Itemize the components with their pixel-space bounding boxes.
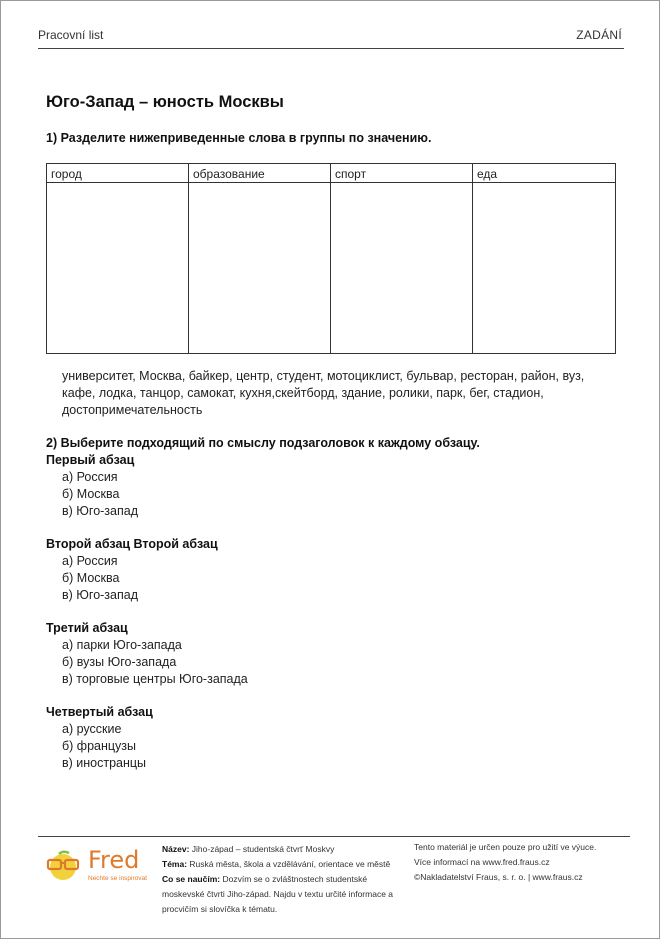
legal-line-2: Více informací na www.fred.fraus.cz [414, 857, 550, 867]
word-bank: университет, Москва, байкер, центр, студент, мотоциклист, бульвар, ресторан, район, вуз, кафе, лодка, танцор, самокат, кухня,скейтборд, здание, ролики, парк, бег, стадион, достопримечательность [62, 369, 585, 417]
nazev-value: Jiho-západ – studentská čtvrť Moskvy [191, 844, 335, 854]
footer-nazev [162, 842, 402, 857]
answer-cell-obrazovanie[interactable] [189, 183, 331, 353]
nazev-label: Název: [162, 844, 190, 854]
footer-info [162, 842, 402, 917]
answer-option[interactable]: в) торговые центры Юго-запада [62, 672, 248, 686]
logo-tagline: Nechte se inspirovat [88, 875, 147, 882]
answer-cell-gorod[interactable] [47, 183, 189, 353]
answer-cell-eda[interactable] [473, 183, 615, 353]
logo-brand: Fred [88, 846, 140, 874]
page-title: Юго-Запад – юность Москвы [46, 93, 284, 111]
paragraph-heading: Третий абзац [46, 621, 128, 635]
answer-option[interactable]: б) Москва [62, 487, 120, 501]
header-section-label: ZADÁNÍ [576, 28, 622, 42]
answer-option[interactable]: б) вузы Юго-запада [62, 655, 177, 669]
naucim-value: Dozvím se o zvláštnostech studentské moskevské čtvrti Jiho-západ. Najdu v textu určité informace a procvičím si slovíčka k tématu. [162, 874, 394, 914]
answer-option[interactable]: в) Юго-запад [62, 504, 139, 518]
paragraph-question-4 [46, 704, 153, 772]
paragraph-heading: Второй абзац Второй абзац [46, 537, 218, 551]
tema-value: Ruská města, škola a vzdělávání, orientace ve městě [189, 859, 391, 869]
column-header-eda: еда [473, 164, 615, 183]
paragraph-heading: Четвертый абзац [46, 705, 153, 719]
footer-legal [414, 840, 634, 885]
answer-option[interactable]: а) Россия [62, 470, 118, 484]
legal-line-3: ©Nakladatelství Fraus, s. r. o. | www.fraus.cz [414, 872, 583, 882]
column-header-gorod: город [47, 164, 189, 183]
paragraph-question-2 [46, 536, 218, 604]
column-header-obrazovanie: образование [189, 164, 331, 183]
fred-logo [45, 846, 155, 886]
answer-option[interactable]: а) русские [62, 722, 122, 736]
paragraph-heading: Первый абзац [46, 453, 135, 467]
column-header-sport: спорт [331, 164, 473, 183]
answer-option[interactable]: в) иностранцы [62, 756, 147, 770]
answer-option[interactable]: а) парки Юго-запада [62, 638, 182, 652]
footer-naucim [162, 872, 402, 917]
paragraph-question-3 [46, 620, 248, 688]
answer-option[interactable]: а) Россия [62, 554, 118, 568]
naucim-label: Co se naučím: [162, 874, 221, 884]
fred-glasses-icon [45, 850, 81, 880]
header-divider [38, 48, 624, 49]
footer-divider [38, 836, 630, 837]
task2-prompt: 2) Выберите подходящий по смыслу подзаголовок к каждому обзацу. [46, 436, 480, 450]
answer-option[interactable]: в) Юго-запад [62, 588, 139, 602]
sorting-table [46, 163, 616, 354]
task1-prompt: 1) Разделите нижеприведенные слова в группы по значению. [46, 131, 432, 145]
answer-option[interactable]: б) Москва [62, 571, 120, 585]
paragraph-question-1 [46, 452, 138, 520]
tema-label: Téma: [162, 859, 188, 869]
answer-option[interactable]: б) французы [62, 739, 137, 753]
answer-cell-sport[interactable] [331, 183, 473, 353]
legal-line-1: Tento materiál je určen pouze pro užití ve výuce. [414, 842, 597, 852]
footer-tema [162, 857, 402, 872]
header-label: Pracovní list [38, 28, 104, 42]
